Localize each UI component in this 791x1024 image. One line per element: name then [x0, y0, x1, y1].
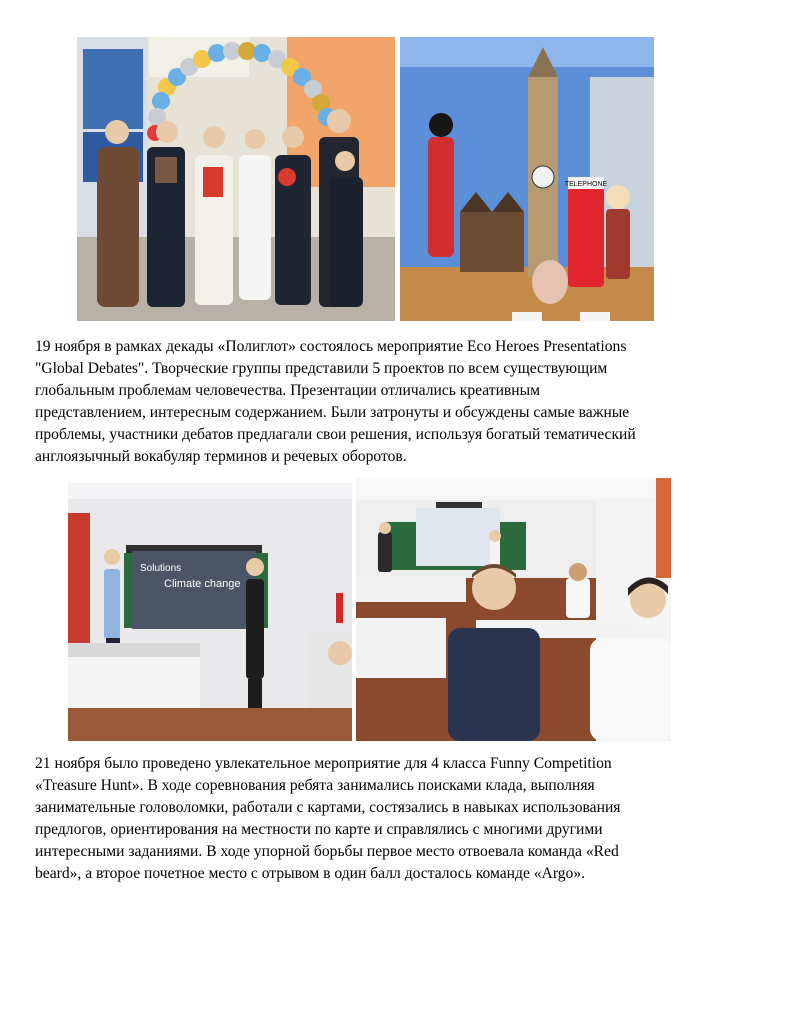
text-line: интересными заданиями. В ходе упорной борьбы первое место отвоевала команда «Red	[35, 843, 619, 860]
classroom-photo-icon	[68, 483, 352, 741]
text-line: 19 ноября в рамках декады «Полиглот» состоялось мероприятие Eco Heroes Presentations	[35, 338, 627, 355]
photo-presentation-climate-change	[68, 483, 352, 741]
text-line: англоязычный вокабуляр терминов и речевых оборотов.	[35, 448, 407, 465]
telephone-sign: TELEPHONE	[564, 181, 608, 188]
photo-classroom-audience	[356, 478, 671, 741]
craft-display-icon	[400, 37, 654, 321]
group-photo-icon	[77, 37, 395, 321]
text-line: 21 ноября было проведено увлекательное мероприятие для 4 класса Funny Competition	[35, 755, 612, 772]
text-line: проблемы, участники дебатов предлагали свои решения, используя богатый тематический	[35, 426, 636, 443]
slide-title: Climate change	[164, 578, 241, 590]
text-line: предлогов, ориентирования на местности по карте и справлялись с многими другими	[35, 821, 603, 838]
classroom-photo-icon	[356, 478, 671, 741]
text-line: глобальным проблемам человечества. Презентации отличались креативным	[35, 382, 540, 399]
photo-presenters-with-balloons	[77, 37, 395, 321]
paragraph-treasure-hunt	[35, 753, 760, 885]
photo-london-crafts-display	[400, 37, 654, 321]
text-line: представлением, интересным содержанием. Были затронуты и обсуждены самые важные	[35, 404, 630, 421]
text-line: beard», а второе почетное место с отрывом в один балл досталось команде «Argo».	[35, 865, 586, 882]
slide-heading: Solutions	[140, 563, 182, 574]
text-line: занимательные головоломки, работали с картами, состязались в навыках использования	[35, 799, 621, 816]
paragraph-eco-heroes	[35, 336, 760, 468]
text-line: "Global Debates". Творческие группы представили 5 проектов по всем существующим	[35, 360, 608, 377]
text-line: «Treasure Hunt». В ходе соревнования ребята занимались поисками клада, выполняя	[35, 777, 595, 794]
